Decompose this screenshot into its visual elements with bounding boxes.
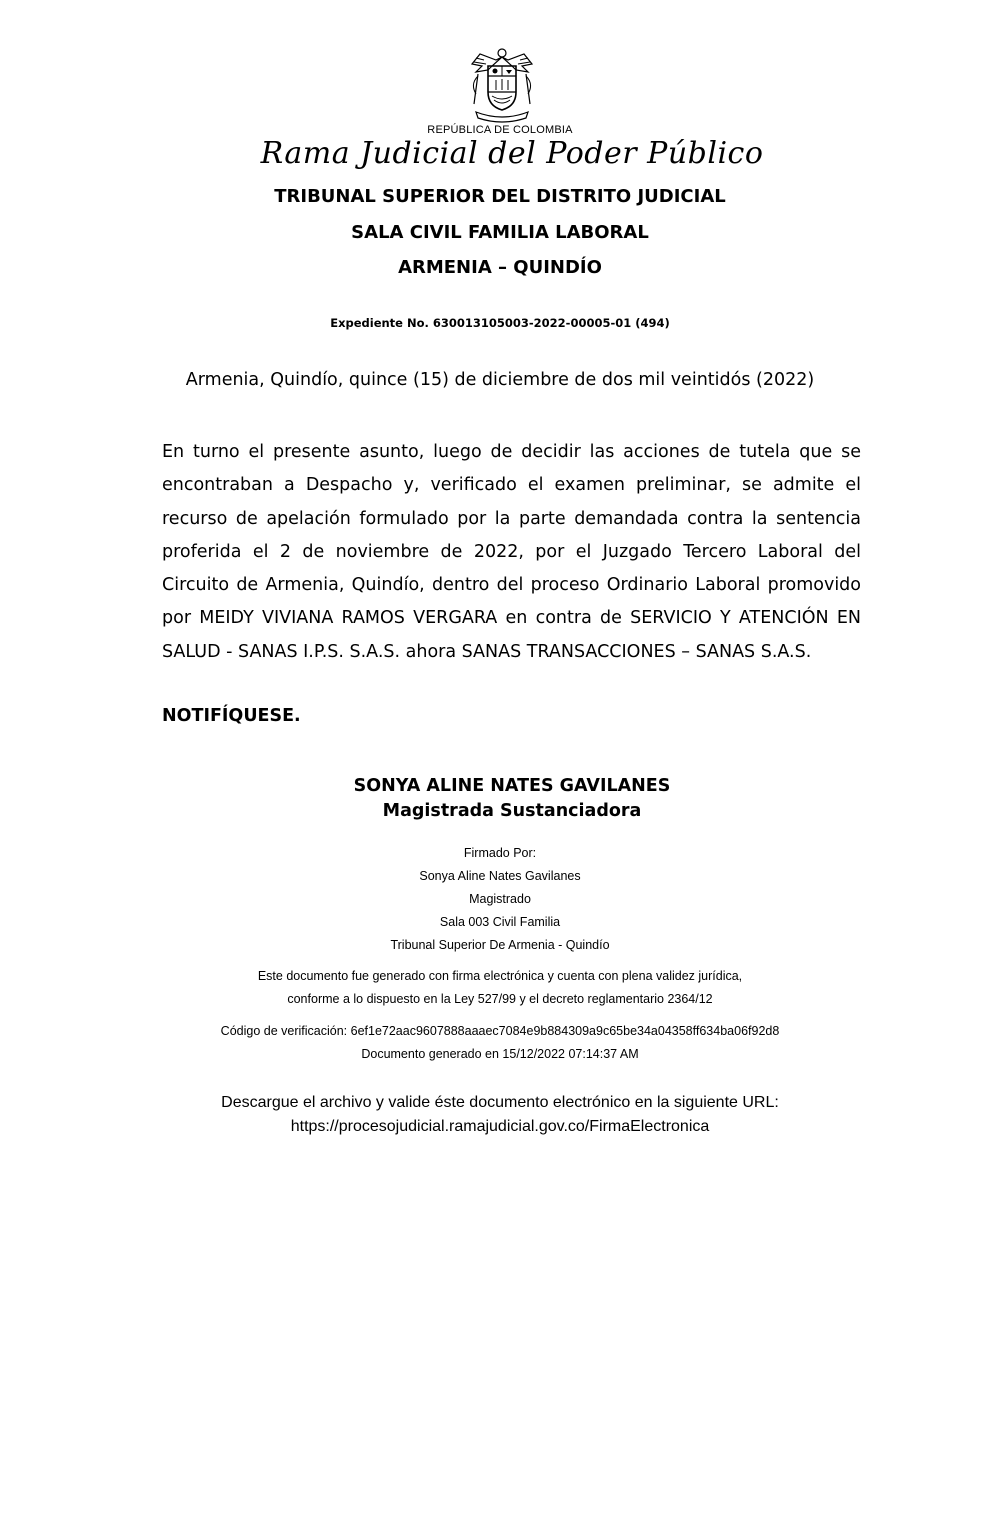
firma-title: Magistrado bbox=[469, 892, 531, 906]
expediente-number: Expediente No. 630013105003-2022-00005-01 (494) bbox=[330, 316, 670, 330]
notification-heading: NOTIFÍQUESE. bbox=[162, 706, 301, 726]
generated-timestamp: Documento generado en 15/12/2022 07:14:37 AM bbox=[361, 1047, 639, 1061]
signer-role: Magistrada Sustanciadora bbox=[382, 801, 642, 821]
firmado-por-label: Firmado Por: bbox=[463, 846, 537, 860]
validation-url-link[interactable]: https://procesojudicial.ramajudicial.gov.co/FirmaElectronica bbox=[290, 1118, 710, 1135]
document-date: Armenia, Quindío, quince (15) de diciembre de dos mil veintidós (2022) bbox=[185, 370, 815, 390]
court-title-line1: TRIBUNAL SUPERIOR DEL DISTRITO JUDICIAL bbox=[274, 186, 726, 207]
rama-judicial-title: Rama Judicial del Poder Público bbox=[260, 136, 764, 171]
firma-tribunal: Tribunal Superior De Armenia - Quindío bbox=[390, 938, 610, 952]
verification-code-row bbox=[0, 1024, 1000, 1038]
validez-line2: conforme a lo dispuesto en la Ley 527/99 y el decreto reglamentario 2364/12 bbox=[287, 992, 713, 1006]
verification-code-label: Código de verificación: bbox=[220, 1024, 348, 1038]
download-instruction: Descargue el archivo y valide éste documento electrónico en la siguiente URL: bbox=[221, 1094, 779, 1111]
court-title-line3: ARMENIA – QUINDÍO bbox=[398, 257, 602, 278]
firma-sala: Sala 003 Civil Familia bbox=[439, 915, 561, 929]
coat-of-arms-icon bbox=[466, 44, 538, 126]
validez-line1: Este documento fue generado con firma electrónica y cuenta con plena validez jurídica, bbox=[257, 969, 743, 983]
court-title-line2: SALA CIVIL FAMILIA LABORAL bbox=[351, 222, 649, 243]
signer-name: SONYA ALINE NATES GAVILANES bbox=[353, 776, 671, 796]
firma-name: Sonya Aline Nates Gavilanes bbox=[419, 869, 581, 883]
body-paragraph: En turno el presente asunto, luego de decidir las acciones de tutela que se encontraban a Despacho y, verificado el examen preliminar, se admite el recurso de apelación formulado por la parte demandada contra la sentencia proferida el 2 de noviembre de 2022, por el Juzgado Tercero Laboral del Circuito de Armenia, Quindío, dentro del proceso Ordinario Laboral promovido por MEIDY VIVIANA RAMOS VERGARA en contra de SERVICIO Y ATENCIÓN EN SALUD - SANAS I.P.S. S.A.S. ahora SANAS TRANSACCIONES – SANAS S.A.S. bbox=[162, 442, 861, 662]
verification-code-value: 6ef1e72aac9607888aaaec7084e9b884309a9c65be34a04358ff634ba06f92d8 bbox=[350, 1024, 780, 1038]
republic-label: REPÚBLICA DE COLOMBIA bbox=[427, 124, 573, 136]
